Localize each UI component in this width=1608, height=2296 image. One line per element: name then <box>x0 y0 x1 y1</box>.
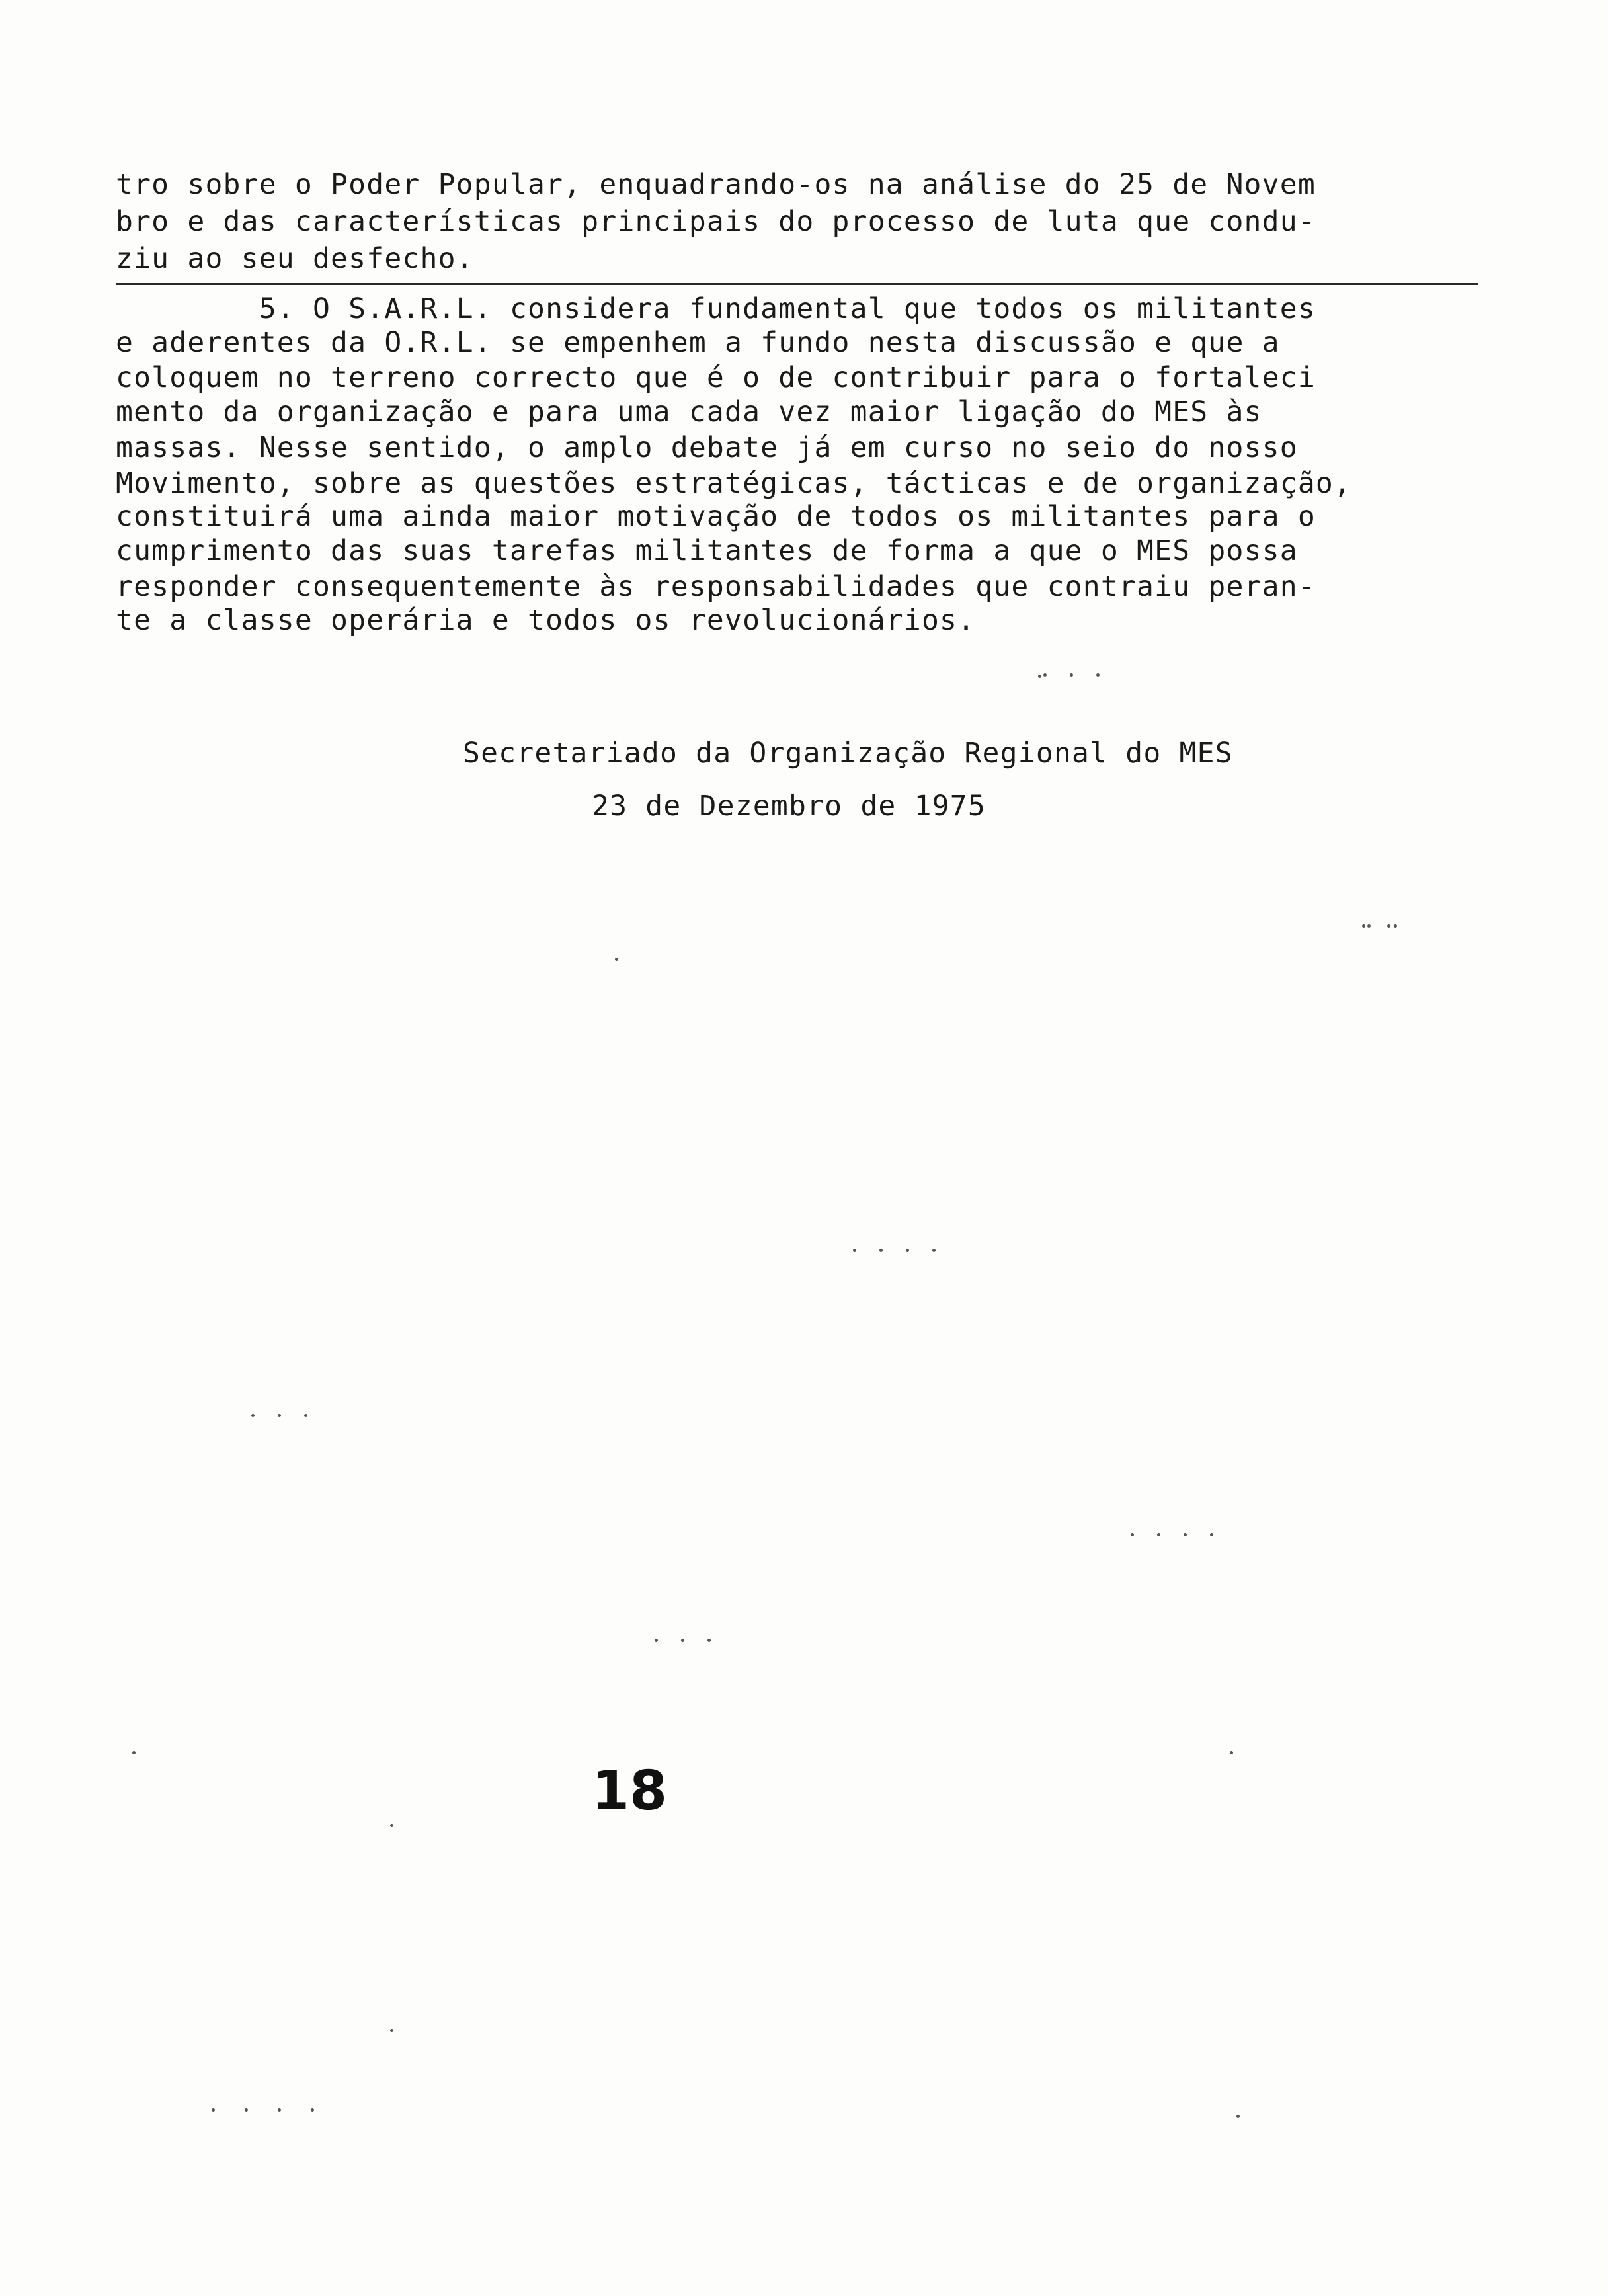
scan-speck <box>932 1249 936 1252</box>
scan-speck <box>906 1249 909 1252</box>
body-line-1: tro sobre o Poder Popular, enquadrando-os na análise do 25 de Novem <box>116 168 1316 201</box>
body-line-3: ziu ao seu desfecho. <box>116 242 474 275</box>
scan-speck <box>1131 1533 1134 1536</box>
scan-speck <box>1362 924 1365 928</box>
scan-speck <box>304 1414 307 1417</box>
scan-speck <box>212 2108 215 2112</box>
page-number: 18 <box>592 1760 668 1823</box>
scan-speck <box>278 2108 281 2112</box>
scan-speck <box>1236 2115 1240 2118</box>
scan-speck <box>1043 673 1047 676</box>
scan-speck <box>390 2029 393 2032</box>
body-line-2: bro e das características principais do processo de luta que condu- <box>116 205 1316 238</box>
scan-speck <box>681 1639 684 1642</box>
body-line-10: constituirá uma ainda maior motivação de todos os militantes para o <box>116 500 1316 533</box>
scan-speck <box>1210 1533 1213 1536</box>
scan-speck <box>390 1824 393 1827</box>
scan-speck <box>1157 1533 1160 1536</box>
scan-speck <box>278 1414 281 1417</box>
scan-speck <box>1038 675 1041 678</box>
scan-speck <box>251 1414 255 1417</box>
body-line-4: 5. O S.A.R.L. considera fundamental que todos os militantes <box>116 292 1316 325</box>
body-line-8: massas. Nesse sentido, o amplo debate já em curso no seio do nosso <box>116 431 1298 464</box>
scan-speck <box>1070 673 1073 676</box>
body-line-7: mento da organização e para uma cada vez maior ligação do MES às <box>116 395 1262 429</box>
body-line-5: e aderentes da O.R.L. se empenhem a fundo nesta discussão e que a <box>116 326 1280 359</box>
section-divider <box>116 283 1478 285</box>
scan-speck <box>1367 924 1371 928</box>
scan-speck <box>707 1639 711 1642</box>
scan-speck <box>245 2108 248 2112</box>
scan-speck <box>879 1249 883 1252</box>
scan-speck <box>132 1751 136 1754</box>
scan-speck <box>1184 1533 1187 1536</box>
signature-organization: Secretariado da Organização Regional do MES <box>463 737 1233 770</box>
body-line-13: te a classe operária e todos os revolucionários. <box>116 604 976 637</box>
scan-speck <box>655 1639 658 1642</box>
body-line-6: coloquem no terreno correcto que é o de contribuir para o fortaleci <box>116 361 1316 394</box>
scan-speck <box>311 2108 314 2112</box>
signature-date: 23 de Dezembro de 1975 <box>592 790 986 823</box>
scan-speck <box>853 1249 856 1252</box>
body-line-9: Movimento, sobre as questões estratégicas, tácticas e de organização, <box>116 467 1352 500</box>
body-line-12: responder consequentemente às responsabilidades que contraiu peran- <box>116 570 1316 603</box>
scan-speck <box>1096 673 1100 676</box>
scan-speck <box>1387 924 1390 928</box>
scan-speck <box>1230 1751 1233 1754</box>
body-line-11: cumprimento das suas tarefas militantes de forma a que o MES possa <box>116 534 1298 567</box>
scan-speck <box>1394 924 1397 928</box>
scan-speck <box>615 958 618 961</box>
